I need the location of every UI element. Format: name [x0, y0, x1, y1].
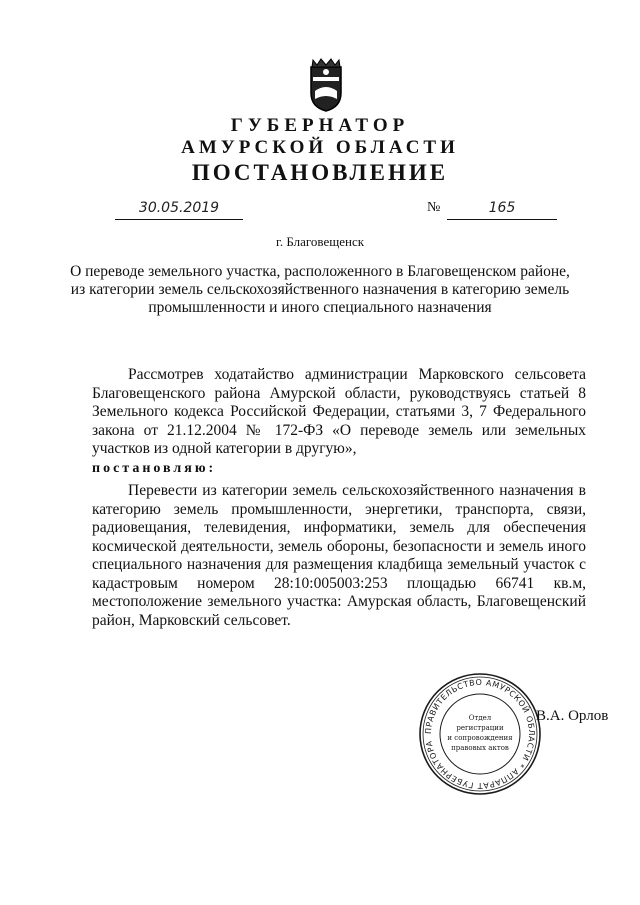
stamp-center-line-3: и сопровождения — [447, 734, 513, 742]
subject-line-2: из категории земель сельскохозяйственного назначения в категорию земель — [70, 281, 570, 298]
document-number: 165 — [447, 200, 557, 220]
decree-word: постановляю: — [92, 461, 217, 476]
document-type-title: ПОСТАНОВЛЕНИЕ — [191, 160, 449, 185]
preamble-paragraph: Рассмотрев ходатайство администрации Марковского сельсовета Благовещенского района Амурской области, руководствуясь статьей 8 Земельного кодекса Российской Федерации, статьями 3, 7 Федерального закона от 21.12.2004 № 172-ФЗ «О переводе земель или земельных участков из одной категории в другую», — [92, 366, 586, 457]
city-label: г. Благовещенск — [275, 234, 365, 249]
header-title-governor: ГУБЕРНАТОР — [230, 115, 410, 136]
official-seal-stamp — [418, 672, 542, 796]
signatory-name: В.А. Орлов — [536, 708, 609, 724]
subject-line-3: промышленности и иного специального назначения — [148, 299, 492, 316]
document-subject — [0, 263, 640, 317]
stamp-center-line-4: правовых актов — [451, 744, 509, 752]
stamp-center-line-1: Отдел — [468, 714, 492, 722]
stamp-center-line-2: регистрации — [456, 724, 504, 732]
stamp-ring-text: ПРАВИТЕЛЬСТВО АМУРСКОЙ ОБЛАСТИ * АППАРАТ ГУБЕРНАТОРА — [423, 677, 537, 791]
document-date: 30.05.2019 — [115, 200, 243, 220]
subject-line-1: О переводе земельного участка, расположенного в Благовещенском районе, — [70, 263, 570, 280]
number-sign: № — [427, 200, 441, 215]
header-title-region: АМУРСКОЙ ОБЛАСТИ — [181, 137, 459, 158]
coat-of-arms-emblem — [303, 55, 349, 113]
decree-paragraph: Перевести из категории земель сельскохозяйственного назначения в категорию земель промышленности, энергетики, транспорта, связи, радиовещания, телевидения, информатики, земель для обеспечения космической деятельности, земель обороны, безопасности и земель иного специального назначения для размещения кладбища земельный участок с кадастровым номером 28:10:005003:253 площадью 66741 кв.м, местоположение земельного участка: Амурская область, Благовещенский район, Марковский сельсовет. — [92, 482, 586, 629]
